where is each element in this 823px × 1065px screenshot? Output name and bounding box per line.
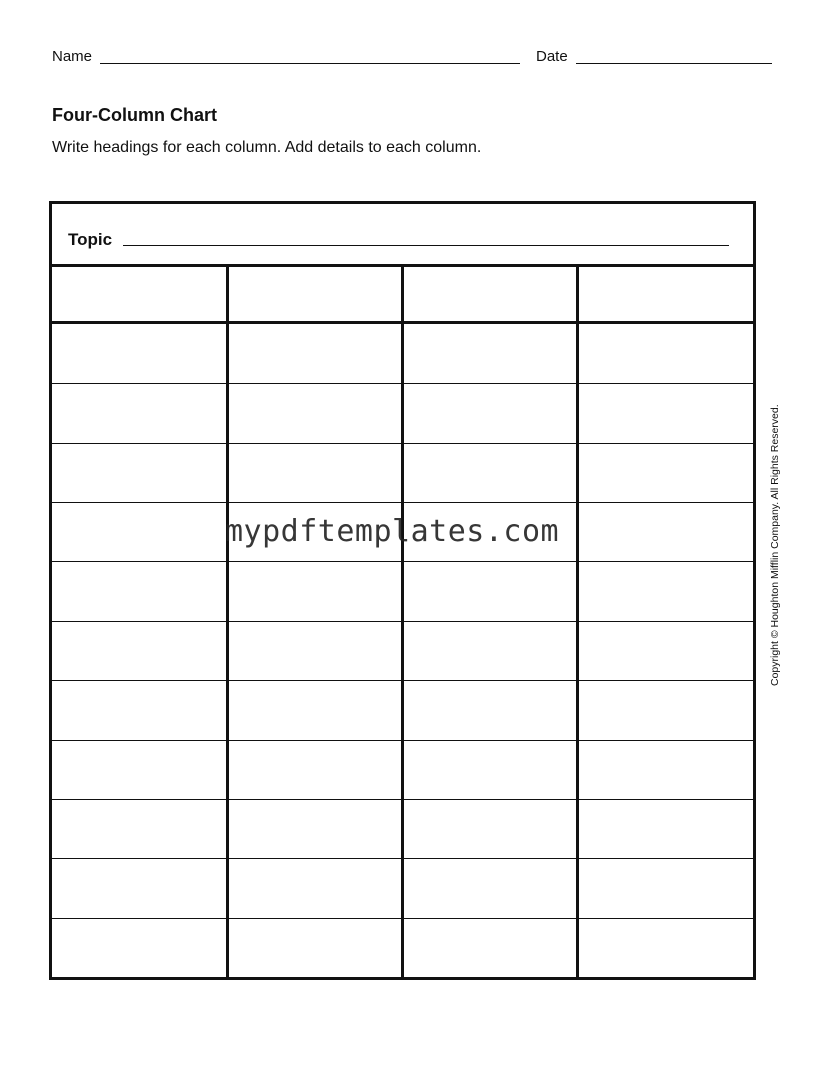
detail-cell[interactable]: [403, 621, 578, 680]
detail-cell[interactable]: [578, 561, 753, 620]
name-field[interactable]: [100, 63, 520, 64]
instructions-text: Write headings for each column. Add details to each column.: [52, 139, 482, 156]
page-title: Four-Column Chart: [52, 105, 217, 125]
detail-cell[interactable]: [52, 443, 227, 502]
detail-cell[interactable]: [52, 858, 227, 917]
column-heading-1[interactable]: [52, 267, 227, 321]
detail-cell[interactable]: [578, 680, 753, 739]
detail-cell[interactable]: [578, 621, 753, 680]
detail-cell[interactable]: [227, 324, 402, 383]
detail-cell[interactable]: [403, 443, 578, 502]
detail-cell[interactable]: [403, 383, 578, 442]
detail-cell[interactable]: [227, 918, 402, 977]
copyright-notice: Copyright © Houghton Mifflin Company. All Rights Reserved.: [769, 404, 781, 686]
detail-cell[interactable]: [227, 858, 402, 917]
detail-cell[interactable]: [403, 918, 578, 977]
detail-cell[interactable]: [578, 918, 753, 977]
detail-cell[interactable]: [578, 858, 753, 917]
detail-cell[interactable]: [227, 740, 402, 799]
detail-cell[interactable]: [227, 621, 402, 680]
detail-cell[interactable]: [52, 561, 227, 620]
name-label: Name: [52, 48, 93, 65]
detail-cell[interactable]: [52, 799, 227, 858]
detail-cell[interactable]: [52, 324, 227, 383]
detail-cell[interactable]: [578, 799, 753, 858]
column-heading-2[interactable]: [227, 267, 402, 321]
detail-cell[interactable]: [52, 621, 227, 680]
detail-cell[interactable]: [227, 680, 402, 739]
detail-cell[interactable]: [403, 561, 578, 620]
detail-cell[interactable]: [227, 443, 402, 502]
detail-cell[interactable]: [403, 680, 578, 739]
detail-cell[interactable]: [52, 383, 227, 442]
detail-cell[interactable]: [52, 680, 227, 739]
detail-cell[interactable]: [403, 740, 578, 799]
detail-cell[interactable]: [578, 443, 753, 502]
date-field[interactable]: [576, 63, 772, 64]
detail-cell[interactable]: [403, 324, 578, 383]
four-column-chart: [49, 201, 756, 980]
detail-cell[interactable]: [403, 858, 578, 917]
detail-cell[interactable]: [52, 918, 227, 977]
topic-field[interactable]: [123, 245, 729, 246]
column-heading-4[interactable]: [578, 267, 753, 321]
detail-cell[interactable]: [227, 799, 402, 858]
detail-cell[interactable]: [227, 383, 402, 442]
date-label: Date: [536, 48, 568, 65]
detail-cell[interactable]: [52, 740, 227, 799]
watermark: mypdftemplates.com: [225, 514, 560, 549]
header-line: [52, 46, 774, 70]
detail-cell[interactable]: [403, 799, 578, 858]
detail-cell[interactable]: [52, 502, 227, 561]
detail-cell[interactable]: [578, 324, 753, 383]
detail-cell[interactable]: [578, 383, 753, 442]
topic-label: Topic: [68, 230, 113, 249]
column-heading-3[interactable]: [403, 267, 578, 321]
detail-cell[interactable]: [578, 740, 753, 799]
detail-cell[interactable]: [578, 502, 753, 561]
detail-cell[interactable]: [227, 561, 402, 620]
topic-row: [52, 204, 753, 267]
